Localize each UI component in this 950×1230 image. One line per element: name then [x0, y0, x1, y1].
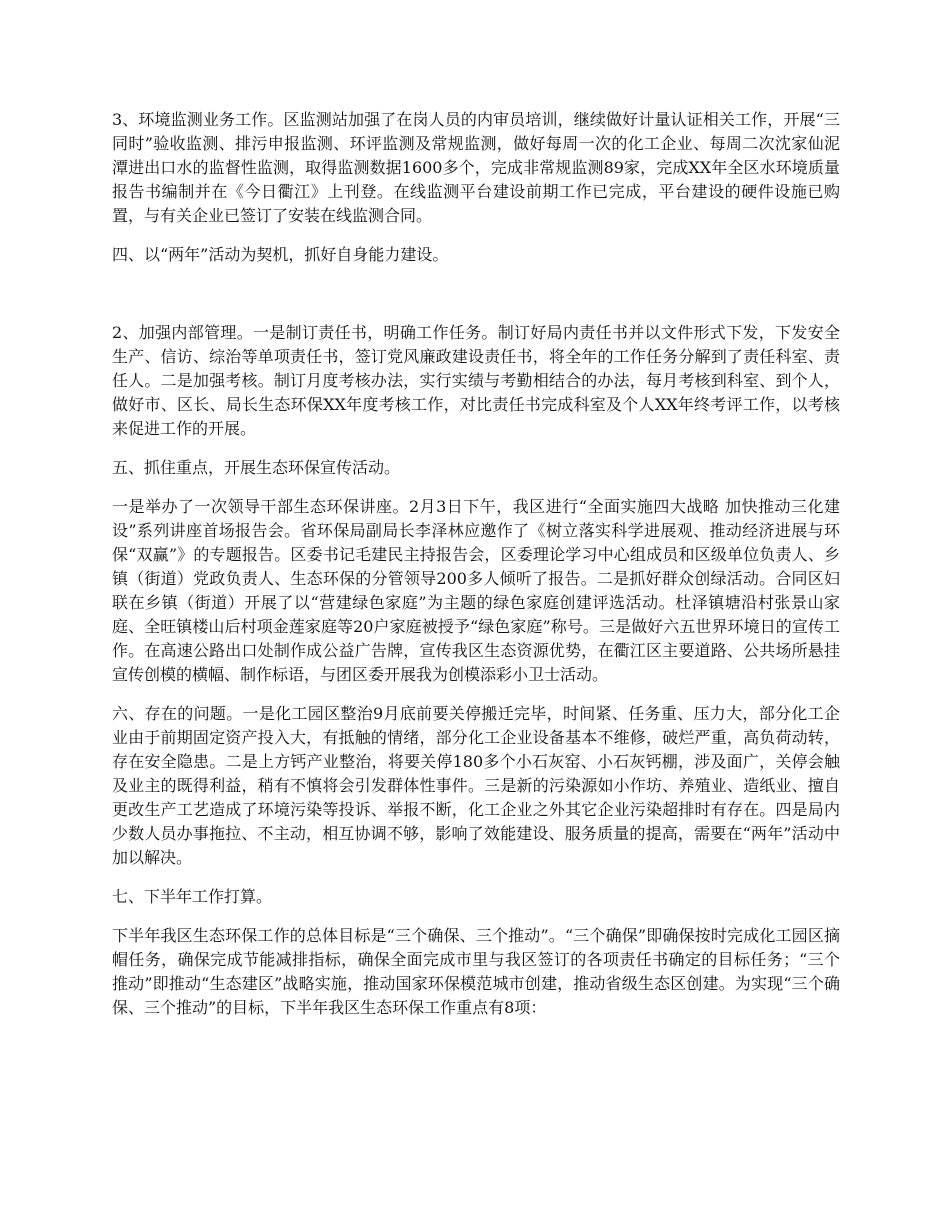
section-heading-four: 四、以“两年”活动为契机，抓好自身能力建设。 — [112, 245, 449, 264]
paragraph-internal-management: 2、加强内部管理。一是制订责任书，明确工作任务。制订好局内责任书并以文件形式下发，下发安全生产、信访、综治等单项责任书，签订党风廉政建设责任书，将全年的工作任务分解到了责任科室、责任人。二是加强考核。制订月度考核办法，实行实绩与考勤相结合的办法，每月考核到科室、到个人，做好市、区长、局长生态环保XX年度考核工作，对比责任书完成科室及个人XX年终考评工作，以考核来促进工作的开展。 — [112, 323, 840, 438]
section-heading-seven: 七、下半年工作打算。 — [112, 887, 273, 906]
blank-gap — [112, 282, 840, 321]
paragraph-existing-problems: 六、存在的问题。一是化工园区整治9月底前要关停搬迁完毕，时间紧、任务重、压力大，部分化工企业由于前期固定资产投入大，有抵触的情绪，部分化工企业设备基本不维修，破烂严重，高负荷动转，存在安全隐患。二是上方钙产业整治，将要关停180多个小石灰窑、小石灰钙棚，涉及面广，关停会触及业主的既得利益，稍有不慎将会引发群体性事件。三是新的污染源如小作坊、养殖业、造纸业、擅自更改生产工艺造成了环境污染等投诉、举报不断，化工企业之外其它企业污染超排时有存在。四是局内少数人员办事拖拉、不主动，相互协调不够，影响了效能建设、服务质量的提高，需要在“两年”活动中加以解决。 — [112, 704, 840, 867]
section-heading-five: 五、抓住重点，开展生态环保宣传活动。 — [112, 458, 401, 477]
paragraph-second-half-plan: 下半年我区生态环保工作的总体目标是“三个确保、三个推动”。“三个确保”即确保按时完成化工园区摘帽任务，确保完成节能减排指标，确保全面完成市里与我区签订的各项责任书确定的目标任务；“三个推动”即推动“生态建区”战略实施，推动国家环保模范城市创建，推动省级生态区创建。为实现“三个确保、三个推动”的目标，下半年我区生态环保工作重点有8项： — [112, 926, 840, 1017]
paragraph-environment-monitoring: 3、环境监测业务工作。区监测站加强了在岗人员的内审员培训，继续做好计量认证相关工作，开展“三同时”验收监测、排污申报监测、环评监测及常规监测，做好每周一次的化工企业、每周二次沈家仙泥潭进出口水的监督性监测，取得监测数据1600多个，完成非常规监测89家，完成XX年全区水环境质量报告书编制并在《今日衢江》上刊登。在线监测平台建设前期工作已完成，平台建设的硬件设施已购置，与有关企业已签订了安装在线监测合同。 — [112, 110, 840, 225]
document-body — [112, 108, 840, 1035]
paragraph-publicity-activities: 一是举办了一次领导干部生态环保讲座。2月3日下午，我区进行“全面实施四大战略 加快推动三化建设”系列讲座首场报告会。省环保局副局长李泽林应邀作了《树立落实科学进展观、推动经济进展与环保“双赢”》的专题报告。区委书记毛建民主持报告会，区委理论学习中心组成员和区级单位负责人、乡镇（街道）党政负责人、生态环保的分管领导200多人倾听了报告。二是抓好群众创绿活动。合同区妇联在乡镇（街道）开展了以“营建绿色家庭”为主题的绿色家庭创建评选活动。杜泽镇塘沿村张景山家庭、全旺镇楼山后村项金莲家庭等20户家庭被授予“绿色家庭”称号。三是做好六五世界环境日的宣传工作。在高速公路出口处制作成公益广告牌，宣传我区生态资源优势，在衢江区主要道路、公共场所悬挂宣传创模的横幅、制作标语，与团区委开展我为创模添彩小卫士活动。 — [112, 497, 840, 684]
